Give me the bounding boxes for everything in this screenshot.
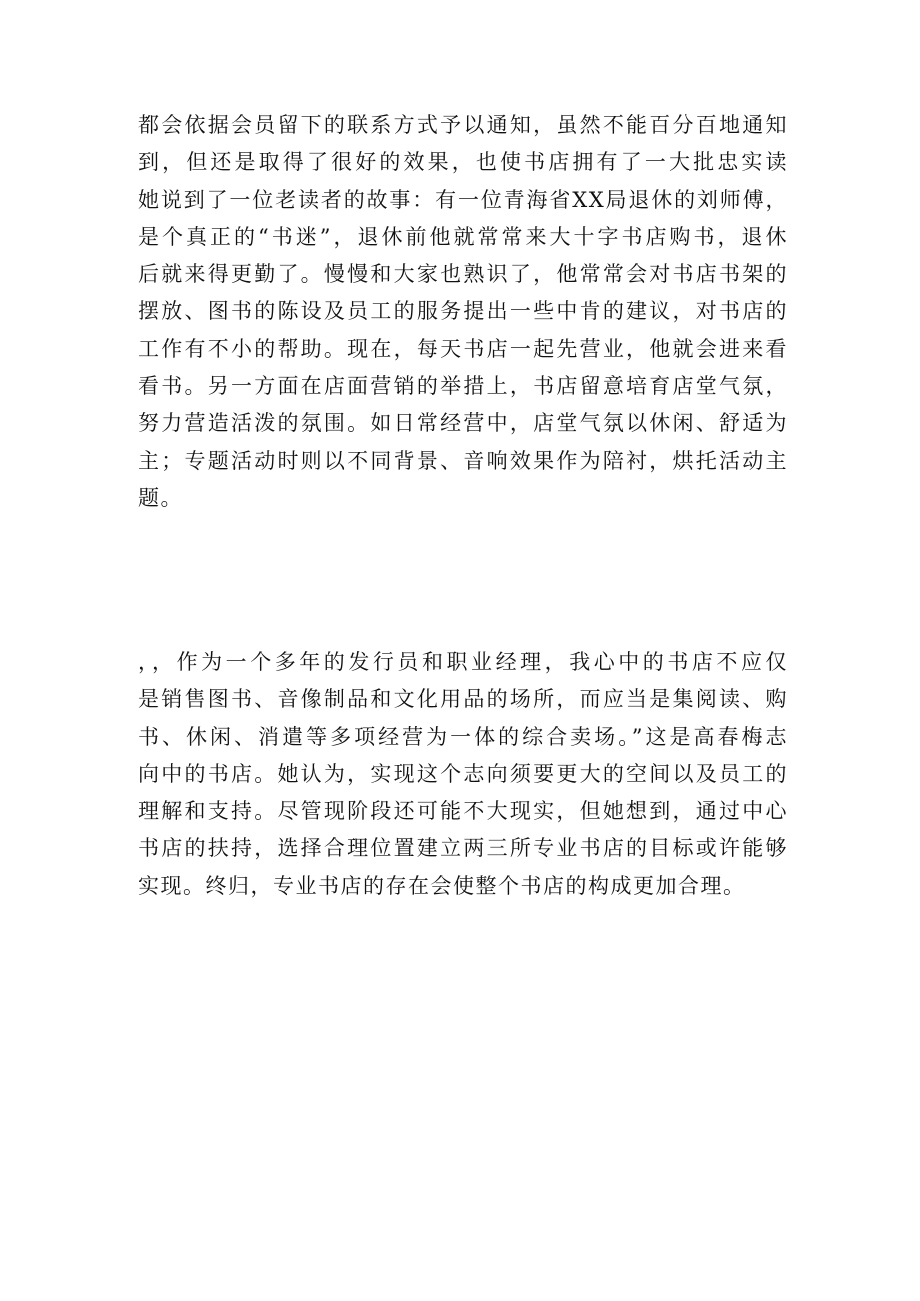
paragraph-line: 都会依据会员留下的联系方式予以通知，虽然不能百分百地通知 [138, 113, 788, 137]
paragraph-line: 向中的书店。她认为，实现这个志向须要更大的空间以及员工的 [138, 761, 788, 786]
paragraph-line: 主；专题活动时则以不同背景、音响效果作为陪衬，烘托活动主 [138, 448, 788, 473]
paragraph-line: 努力营造活泼的氛围。如日常经营中，店堂气氛以休闲、舒适为 [138, 411, 788, 436]
paragraph-2 [138, 644, 788, 905]
paragraph-line: 后就来得更勤了。慢慢和大家也熟识了，他常常会对书店书架的 [138, 262, 788, 287]
paragraph-line: 是个真正的“书迷”，退休前他就常常来大十字书店购书，退休 [138, 224, 788, 249]
paragraph-line: 摆放、图书的陈设及员工的服务提出一些中肯的建议，对书店的 [138, 299, 788, 324]
paragraph-line: 是销售图书、音像制品和文化用品的场所，而应当是集阅读、购 [138, 687, 788, 712]
paragraph-line: 看书。另一方面在店面营销的举措上，书店留意培育店堂气氛， [138, 374, 788, 399]
paragraph-line: 工作有不小的帮助。现在，每天书店一起先营业，他就会进来看 [138, 336, 788, 361]
paragraph-line: 题。 [138, 485, 183, 510]
paragraph-line: 实现。终归，专业书店的存在会使整个书店的构成更加合理。 [138, 873, 746, 898]
paragraph-line: 她说到了一位老读者的故事：有一位青海省XX局退休的刘师傅， [138, 187, 788, 212]
paragraph-line: 书店的扶持，选择合理位置建立两三所专业书店的目标或许能够 [138, 836, 788, 861]
paragraph-line: 到，但还是取得了很好的效果，也使书店拥有了一大批忠实读 [138, 150, 788, 175]
paragraph-line: 书、休闲、消遣等多项经营为一体的综合卖场。”这是高春梅志 [138, 724, 788, 749]
paragraph-line: ，，作为一个多年的发行员和职业经理，我心中的书店不应仅 [138, 650, 788, 674]
paragraph-1 [138, 107, 788, 517]
paragraph-line: 理解和支持。尽管现阶段还可能不大现实，但她想到，通过中心 [138, 799, 788, 824]
